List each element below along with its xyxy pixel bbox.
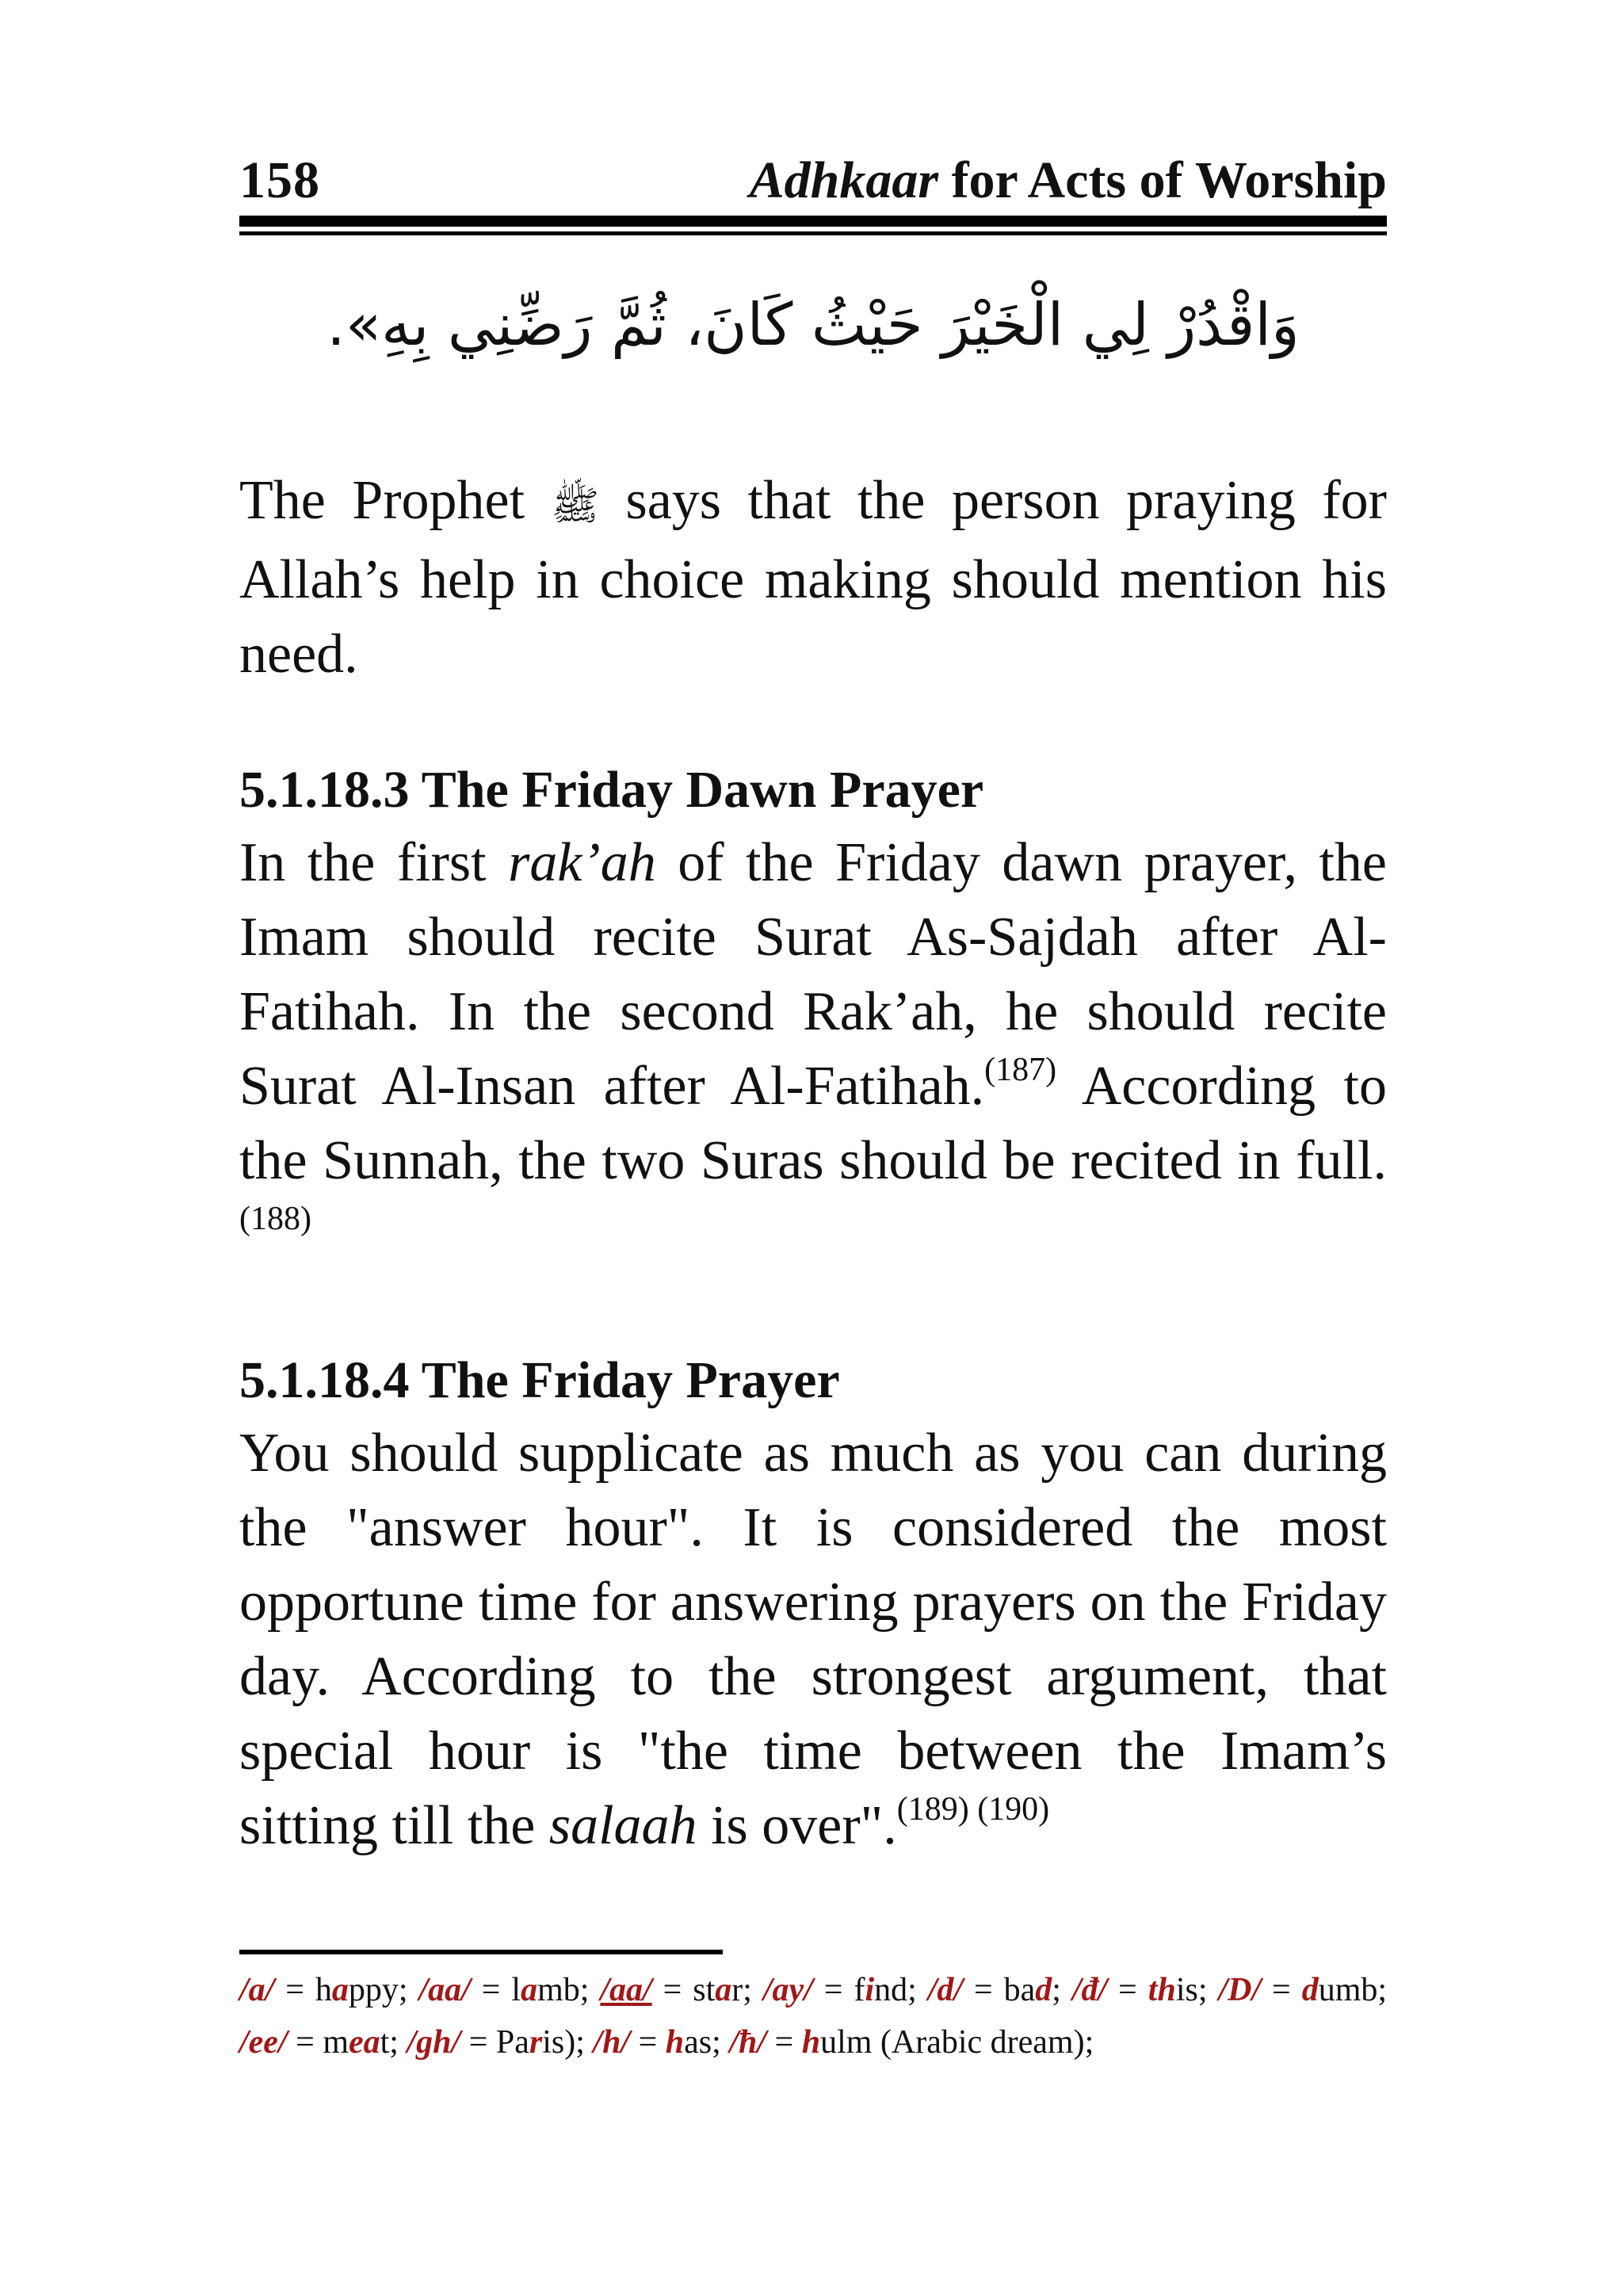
friday-prayer-paragraph [239, 1416, 1387, 1863]
key-word-end: nd; [874, 1972, 928, 2008]
key-highlight: ea [348, 2024, 380, 2061]
key-highlight: a [331, 1972, 349, 2008]
key-symbol: /aa/ [600, 1972, 652, 2008]
intro-paragraph [239, 464, 1387, 692]
key-entry [407, 2024, 593, 2061]
key-entry [1072, 1972, 1219, 2008]
footnote-ref-188: (188) [239, 1200, 311, 1237]
key-word-end: umb; [1318, 1972, 1388, 2008]
key-word-end: t; [380, 2024, 407, 2061]
key-equals: = [460, 2024, 496, 2061]
key-highlight: d [1035, 1972, 1052, 2008]
friday-text-1: You should supplicate as much as you can during the "answer hour". It is considered the most opportune time for answering prayers on the Friday day. According to the strongest argument, that special hour is "the time between the Imam’s sitting till the [239, 1423, 1387, 1856]
key-equals: = [766, 2024, 802, 2061]
key-equals: = [287, 2024, 323, 2061]
page-header [239, 149, 1387, 212]
key-entry [239, 1972, 419, 2008]
friday-text-2: is over". [697, 1795, 897, 1856]
key-symbol: /D/ [1218, 1972, 1262, 2008]
footnote-rule [239, 1950, 723, 1954]
key-highlight: i [865, 1972, 875, 2008]
key-entry [600, 1972, 763, 2008]
key-equals: = [963, 1972, 1004, 2008]
key-word-end: r; [731, 1972, 763, 2008]
key-word-end: mb; [537, 1972, 601, 2008]
key-symbol: /d/ [927, 1972, 964, 2008]
key-highlight: a [715, 1972, 732, 2008]
section-heading-dawn-prayer: 5.1.18.3 The Friday Dawn Prayer [239, 761, 984, 819]
running-title-italic: Adhkaar [749, 151, 939, 209]
key-entry [419, 1972, 601, 2008]
header-rule-thin [239, 231, 1387, 235]
key-highlight: r [529, 2024, 543, 2061]
key-entry [1218, 1972, 1387, 2008]
intro-text-end: says that the person praying for Allah’s help in choice making should mention his need. [239, 470, 1387, 685]
section-heading-friday-prayer: 5.1.18.4 The Friday Prayer [239, 1351, 840, 1409]
key-word-start: m [323, 2024, 349, 2061]
key-equals: = [470, 1972, 512, 2008]
key-symbol: /gh/ [407, 2024, 461, 2061]
dawn-text-1: In the first [239, 832, 509, 893]
transliteration-key [239, 1964, 1387, 2069]
intro-text-start: The Prophet [239, 470, 552, 531]
key-equals: = [1261, 1972, 1302, 2008]
key-word-end: ; [1052, 1972, 1072, 2008]
page-number: 158 [239, 151, 320, 209]
pbuh-symbol: ﷺ [551, 483, 599, 528]
key-symbol: /aa/ [418, 1972, 471, 2008]
key-entry [729, 2024, 1094, 2061]
arabic-supplication: وَاقْدُرْ لِي الْخَيْرَ حَيْثُ كَانَ، ثُمَّ رَضِّنِي بِهِ». [327, 291, 1300, 359]
key-symbol: /ee/ [239, 2024, 288, 2061]
key-word-start: h [315, 1972, 332, 2008]
footnote-refs-189-190: (189) (190) [896, 1790, 1050, 1828]
footnote-ref-187: (187) [984, 1051, 1057, 1088]
key-word-start: Pa [495, 2024, 529, 2061]
key-word-end: ppy; [348, 1972, 419, 2008]
dawn-text-3: According to the Sunnah, the two Suras should be recited in full. [239, 1056, 1387, 1191]
key-symbol: /h/ [593, 2024, 631, 2061]
friday-italic-term: salaah [548, 1795, 697, 1856]
key-entry [928, 1972, 1072, 2008]
key-word-end: as; [684, 2024, 730, 2061]
key-equals: = [812, 1972, 854, 2008]
key-highlight: d [1301, 1972, 1319, 2008]
key-highlight: h [665, 2024, 685, 2061]
dawn-text-2: of the Friday dawn prayer, the Imam should recite Surat As-Sajdah after Al-Fatihah. In the second Rak’ah, he should recite Surat Al-Insan after Al-Fatihah. [239, 832, 1387, 1117]
key-highlight: a [521, 1972, 538, 2008]
key-symbol: /ħ/ [729, 2024, 767, 2061]
key-entry [239, 2024, 407, 2061]
running-title-rest: for Acts of Worship [938, 151, 1387, 209]
key-entry [763, 1972, 928, 2008]
key-symbol: /ay/ [762, 1972, 813, 2008]
key-equals: = [1107, 1972, 1148, 2008]
dawn-italic-term: rak’ah [508, 832, 656, 893]
key-equals: = [274, 1972, 315, 2008]
key-word-start: l [511, 1972, 521, 2008]
header-rule-thick [239, 216, 1387, 227]
key-symbol: /đ/ [1071, 1972, 1108, 2008]
key-equals: = [630, 2024, 666, 2061]
key-word-end: is); [542, 2024, 594, 2061]
running-title [750, 149, 1387, 212]
key-highlight: th [1148, 1972, 1176, 2008]
dawn-prayer-paragraph [239, 826, 1387, 1273]
key-word-start: ba [1003, 1972, 1036, 2008]
key-word-start: f [854, 1972, 865, 2008]
key-highlight: h [801, 2024, 821, 2061]
key-entry [593, 2024, 729, 2061]
key-word-end: ulm (Arabic dream); [820, 2024, 1094, 2061]
key-equals: = [651, 1972, 693, 2008]
key-word-end: is; [1175, 1972, 1219, 2008]
key-word-start: st [693, 1972, 716, 2008]
key-symbol: /a/ [239, 1972, 275, 2008]
